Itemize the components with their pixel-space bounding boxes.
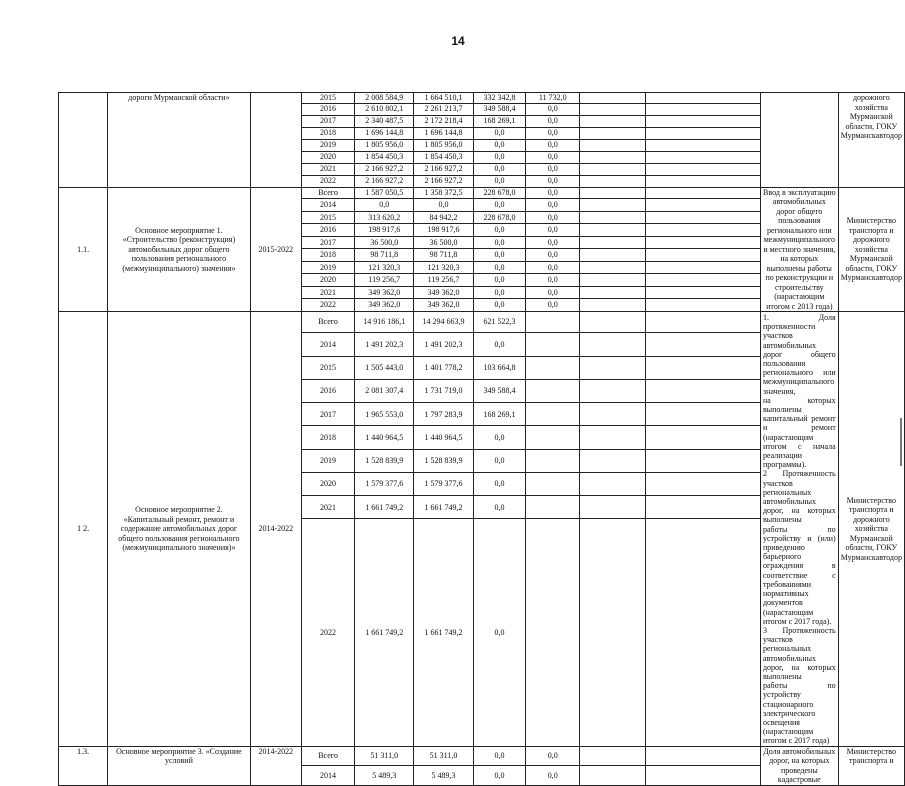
regional-budget-cell: 14 294 663,9 <box>414 312 473 333</box>
year-cell: 2016 <box>301 103 354 115</box>
blank-cell <box>645 261 760 274</box>
extra-budget-cell <box>580 187 645 199</box>
total-cell: 1 491 202,3 <box>355 333 414 356</box>
total-cell: 2 166 927,2 <box>355 175 414 187</box>
local-budget-cell: 0,0 <box>526 766 580 786</box>
local-budget-cell: 0,0 <box>526 127 580 139</box>
executor: дорожного хозяйства Мурманской области, ГОКУ Мурманскавтодор <box>838 93 904 188</box>
total-cell: 349 362,0 <box>355 286 414 299</box>
year-cell: 2017 <box>301 403 354 426</box>
indicator-line: на которых выполнены <box>762 395 836 415</box>
extra-budget-cell <box>580 175 645 187</box>
blank-cell <box>645 151 760 163</box>
blank-cell <box>645 163 760 175</box>
total-cell: 1 965 553,0 <box>355 403 414 426</box>
executor: Министерство транспорта и <box>838 746 904 785</box>
blank-cell <box>645 103 760 115</box>
row-number <box>59 93 108 188</box>
local-budget-cell <box>526 379 580 402</box>
blank-cell <box>645 519 760 746</box>
extra-budget-cell <box>580 286 645 299</box>
regional-budget-cell: 5 489,3 <box>414 766 473 786</box>
year-cell: 2021 <box>301 286 354 299</box>
page-number: 14 <box>451 34 465 48</box>
year-cell: 2019 <box>301 139 354 151</box>
blank-cell <box>645 426 760 449</box>
indicator-line: ограждения в соответствие с <box>762 561 836 580</box>
local-budget-cell: 0,0 <box>526 199 580 212</box>
extra-budget-cell <box>580 139 645 151</box>
blank-cell <box>645 333 760 356</box>
blank-cell <box>645 175 760 187</box>
federal-budget-cell: 0,0 <box>473 274 526 287</box>
year-cell: 2014 <box>301 766 354 786</box>
indicator: Ввод в эксплуатацию автомобильных дорог общего пользования регионального или межмуниципального и местного значения, на которых выполнены работы по реконструкции и строительству (нарастающим итогом с 2013 года) <box>760 187 838 312</box>
federal-budget-cell: 0,0 <box>473 449 526 472</box>
federal-budget-cell: 228 678,0 <box>473 211 526 224</box>
indicator-line: работы по устройству <box>762 681 836 700</box>
year-cell: Всего <box>301 746 354 766</box>
total-cell: 1 440 964,5 <box>355 426 414 449</box>
blank-cell <box>645 187 760 199</box>
period: 2014-2022 <box>250 312 301 747</box>
local-budget-cell: 11 732,0 <box>526 93 580 104</box>
indicator-line: итогом с 2017 года). <box>762 616 832 626</box>
regional-budget-cell: 2 166 927,2 <box>414 175 473 187</box>
local-budget-cell: 0,0 <box>526 236 580 249</box>
local-budget-cell <box>526 333 580 356</box>
total-cell: 1 587 050,5 <box>355 187 414 199</box>
extra-budget-cell <box>580 224 645 237</box>
year-cell: 2020 <box>301 472 354 495</box>
regional-budget-cell: 2 172 218,4 <box>414 115 473 127</box>
regional-budget-cell: 1 440 964,5 <box>414 426 473 449</box>
year-cell: 2022 <box>301 299 354 312</box>
year-cell: 2017 <box>301 115 354 127</box>
extra-budget-cell <box>580 199 645 212</box>
measure-name: Основное мероприятие 2. «Капитальный ремонт, ремонт и содержание автомобильных дорог общего пользования регионального (межмуниципального значения)» <box>108 312 250 747</box>
total-cell: 36 500,0 <box>355 236 414 249</box>
federal-budget-cell: 0,0 <box>473 519 526 746</box>
row-number: 1 2. <box>59 312 108 747</box>
measure-name: дороги Мурманской области» <box>108 93 250 188</box>
federal-budget-cell: 0,0 <box>473 333 526 356</box>
regional-budget-cell: 1 358 372,5 <box>414 187 473 199</box>
regional-budget-cell: 1 661 749,2 <box>414 519 473 746</box>
federal-budget-cell: 349 588,4 <box>473 379 526 402</box>
extra-budget-cell <box>580 211 645 224</box>
federal-budget-cell: 0,0 <box>473 249 526 262</box>
indicator-line: приведению барьерного <box>762 543 805 562</box>
local-budget-cell <box>526 472 580 495</box>
scrollbar-handle[interactable] <box>900 418 902 466</box>
regional-budget-cell: 1 805 956,0 <box>414 139 473 151</box>
indicator-line: 2 Протяженность участков <box>762 469 836 488</box>
regional-budget-cell: 349 362,0 <box>414 299 473 312</box>
blank-cell <box>645 299 760 312</box>
extra-budget-cell <box>580 312 645 333</box>
federal-budget-cell: 0,0 <box>473 472 526 495</box>
total-cell: 349 362,0 <box>355 299 414 312</box>
federal-budget-cell: 349 588,4 <box>473 103 526 115</box>
regional-budget-cell: 1 401 778,2 <box>414 356 473 379</box>
total-cell: 1 505 443,0 <box>355 356 414 379</box>
measure-name: Основное мероприятие 1. «Строительство (реконструкция) автомобильных дорог общего пользования регионального (межмуниципального) значения» <box>108 187 250 312</box>
extra-budget-cell <box>580 426 645 449</box>
regional-budget-cell: 2 166 927,2 <box>414 163 473 175</box>
extra-budget-cell <box>580 103 645 115</box>
indicator-line: дорог, на которых выполнены <box>762 506 836 525</box>
extra-budget-cell <box>580 163 645 175</box>
indicator-line: 1. Доля протяженности участков <box>762 313 836 341</box>
total-cell: 98 711,8 <box>355 249 414 262</box>
extra-budget-cell <box>580 274 645 287</box>
local-budget-cell <box>526 403 580 426</box>
blank-cell <box>645 449 760 472</box>
executor: Министерство транспорта и дорожного хозяйства Мурманской области, ГОКУ Мурманскавтодор <box>838 312 904 747</box>
local-budget-cell: 0,0 <box>526 249 580 262</box>
year-cell: 2015 <box>301 356 354 379</box>
total-cell: 2 610 802,1 <box>355 103 414 115</box>
indicator-line: работы по устройству и (или) <box>762 524 836 543</box>
row-number: 1.3. <box>59 746 108 785</box>
federal-budget-cell: 0,0 <box>473 224 526 237</box>
blank-cell <box>645 249 760 262</box>
measure-name: Основное мероприятие 3. «Создание условий <box>108 746 250 785</box>
year-cell: 2019 <box>301 261 354 274</box>
extra-budget-cell <box>580 496 645 519</box>
total-cell: 2 340 487,5 <box>355 115 414 127</box>
year-cell: 2018 <box>301 426 354 449</box>
federal-budget-cell: 103 664,8 <box>473 356 526 379</box>
regional-budget-cell: 36 500,0 <box>414 236 473 249</box>
total-cell: 119 256,7 <box>355 274 414 287</box>
regional-budget-cell: 1 579 377,6 <box>414 472 473 495</box>
total-cell: 51 311,0 <box>355 746 414 766</box>
federal-budget-cell: 0,0 <box>473 127 526 139</box>
regional-budget-cell: 84 942,2 <box>414 211 473 224</box>
local-budget-cell: 0,0 <box>526 274 580 287</box>
blank-cell <box>645 139 760 151</box>
total-cell: 14 916 186,1 <box>355 312 414 333</box>
local-budget-cell: 0,0 <box>526 163 580 175</box>
indicator-line: стационарного электрического <box>762 699 816 718</box>
program-table <box>58 92 905 786</box>
year-cell: Всего <box>301 187 354 199</box>
blank-cell <box>645 403 760 426</box>
federal-budget-cell: 228 678,0 <box>473 187 526 199</box>
blank-cell <box>645 274 760 287</box>
extra-budget-cell <box>580 299 645 312</box>
extra-budget-cell <box>580 449 645 472</box>
extra-budget-cell <box>580 519 645 746</box>
blank-cell <box>645 115 760 127</box>
table-row <box>59 746 905 766</box>
extra-budget-cell <box>580 403 645 426</box>
indicator-line: межмуниципального значения, <box>762 377 835 396</box>
year-cell: 2018 <box>301 127 354 139</box>
indicator-line: автомобильных дорог общего <box>762 340 836 359</box>
indicator-line: требованиями нормативных <box>762 579 811 599</box>
local-budget-cell <box>526 426 580 449</box>
total-cell: 1 579 377,6 <box>355 472 414 495</box>
indicator-line: 3 Протяженность участков <box>762 625 836 645</box>
regional-budget-cell: 1 661 749,2 <box>414 496 473 519</box>
local-budget-cell: 0,0 <box>526 224 580 237</box>
total-cell: 1 661 749,2 <box>355 496 414 519</box>
local-budget-cell: 0,0 <box>526 261 580 274</box>
year-cell: 2022 <box>301 519 354 746</box>
blank-cell <box>645 356 760 379</box>
total-cell: 121 320,3 <box>355 261 414 274</box>
extra-budget-cell <box>580 151 645 163</box>
total-cell: 1 528 839,9 <box>355 449 414 472</box>
indicator-line: документов (нарастающим <box>762 598 814 617</box>
federal-budget-cell: 0,0 <box>473 139 526 151</box>
regional-budget-cell: 2 261 213,7 <box>414 103 473 115</box>
extra-budget-cell <box>580 472 645 495</box>
extra-budget-cell <box>580 746 645 766</box>
regional-budget-cell: 1 664 510,1 <box>414 93 473 104</box>
blank-cell <box>645 93 760 104</box>
period <box>250 93 301 188</box>
federal-budget-cell: 621 522,3 <box>473 312 526 333</box>
total-cell: 198 917,6 <box>355 224 414 237</box>
total-cell: 1 696 144,8 <box>355 127 414 139</box>
total-cell: 313 620,2 <box>355 211 414 224</box>
total-cell: 5 489,3 <box>355 766 414 786</box>
regional-budget-cell: 1 797 283,9 <box>414 403 473 426</box>
blank-cell <box>645 286 760 299</box>
blank-cell <box>645 496 760 519</box>
year-cell: 2021 <box>301 163 354 175</box>
extra-budget-cell <box>580 333 645 356</box>
year-cell: 2020 <box>301 151 354 163</box>
blank-cell <box>645 224 760 237</box>
program-table-body <box>59 93 905 786</box>
indicator-line: реализации программы). <box>762 451 807 470</box>
federal-budget-cell: 0,0 <box>473 746 526 766</box>
table-row <box>59 187 905 199</box>
federal-budget-cell: 168 269,1 <box>473 403 526 426</box>
local-budget-cell: 0,0 <box>526 151 580 163</box>
local-budget-cell <box>526 356 580 379</box>
federal-budget-cell: 332 342,8 <box>473 93 526 104</box>
local-budget-cell <box>526 312 580 333</box>
extra-budget-cell <box>580 115 645 127</box>
total-cell: 2 166 927,2 <box>355 163 414 175</box>
federal-budget-cell: 0,0 <box>473 496 526 519</box>
indicator-line: итогом с 2017 года) <box>762 736 830 746</box>
blank-cell <box>645 199 760 212</box>
regional-budget-cell: 1 854 450,3 <box>414 151 473 163</box>
indicator <box>760 312 838 747</box>
federal-budget-cell: 0,0 <box>473 286 526 299</box>
local-budget-cell <box>526 496 580 519</box>
year-cell: 2021 <box>301 496 354 519</box>
period: 2014-2022 <box>250 746 301 785</box>
total-cell: 1 805 956,0 <box>355 139 414 151</box>
local-budget-cell <box>526 449 580 472</box>
executor: Министерство транспорта и дорожного хозяйства Мурманской области, ГОКУ Мурманскавтодор <box>838 187 904 312</box>
extra-budget-cell <box>580 766 645 786</box>
row-number: 1.1. <box>59 187 108 312</box>
regional-budget-cell: 198 917,6 <box>414 224 473 237</box>
regional-budget-cell: 51 311,0 <box>414 746 473 766</box>
extra-budget-cell <box>580 261 645 274</box>
indicator-line: региональных автомобильных <box>762 644 817 663</box>
federal-budget-cell: 0,0 <box>473 163 526 175</box>
year-cell: 2014 <box>301 199 354 212</box>
year-cell: Всего <box>301 312 354 333</box>
indicator-line: пользования регионального или <box>762 359 836 378</box>
regional-budget-cell: 121 320,3 <box>414 261 473 274</box>
blank-cell <box>645 746 760 766</box>
local-budget-cell <box>526 519 580 746</box>
total-cell: 0,0 <box>355 199 414 212</box>
local-budget-cell: 0,0 <box>526 746 580 766</box>
indicator: Доля автомобильных дорог, на которых проведены кадастровые <box>760 746 838 785</box>
period: 2015-2022 <box>250 187 301 312</box>
blank-cell <box>645 236 760 249</box>
regional-budget-cell: 1 491 202,3 <box>414 333 473 356</box>
local-budget-cell: 0,0 <box>526 115 580 127</box>
federal-budget-cell: 0,0 <box>473 261 526 274</box>
year-cell: 2019 <box>301 449 354 472</box>
table-row <box>59 93 905 104</box>
regional-budget-cell: 1 731 719,0 <box>414 379 473 402</box>
extra-budget-cell <box>580 379 645 402</box>
total-cell: 2 081 307,4 <box>355 379 414 402</box>
local-budget-cell: 0,0 <box>526 211 580 224</box>
federal-budget-cell: 0,0 <box>473 236 526 249</box>
local-budget-cell: 0,0 <box>526 139 580 151</box>
year-cell: 2017 <box>301 236 354 249</box>
regional-budget-cell: 119 256,7 <box>414 274 473 287</box>
blank-cell <box>645 472 760 495</box>
indicator-line: дорог, на которых выполнены <box>762 662 836 681</box>
indicator <box>760 93 838 188</box>
regional-budget-cell: 1 696 144,8 <box>414 127 473 139</box>
extra-budget-cell <box>580 236 645 249</box>
blank-cell <box>645 766 760 786</box>
year-cell: 2015 <box>301 93 354 104</box>
extra-budget-cell <box>580 127 645 139</box>
local-budget-cell: 0,0 <box>526 299 580 312</box>
extra-budget-cell <box>580 356 645 379</box>
federal-budget-cell: 0,0 <box>473 199 526 212</box>
indicator-line: (нарастающим итогом с начала <box>762 432 836 451</box>
table-row <box>59 312 905 333</box>
federal-budget-cell: 0,0 <box>473 175 526 187</box>
federal-budget-cell: 168 269,1 <box>473 115 526 127</box>
indicator-line: капитальный ремонт и ремонт <box>762 414 836 433</box>
indicator-line: региональных автомобильных <box>762 487 817 507</box>
blank-cell <box>645 211 760 224</box>
federal-budget-cell: 0,0 <box>473 766 526 786</box>
year-cell: 2022 <box>301 175 354 187</box>
year-cell: 2014 <box>301 333 354 356</box>
total-cell: 1 854 450,3 <box>355 151 414 163</box>
local-budget-cell: 0,0 <box>526 286 580 299</box>
federal-budget-cell: 0,0 <box>473 151 526 163</box>
federal-budget-cell: 0,0 <box>473 299 526 312</box>
local-budget-cell: 0,0 <box>526 187 580 199</box>
year-cell: 2016 <box>301 379 354 402</box>
federal-budget-cell: 0,0 <box>473 426 526 449</box>
blank-cell <box>645 379 760 402</box>
year-cell: 2020 <box>301 274 354 287</box>
extra-budget-cell <box>580 249 645 262</box>
year-cell: 2018 <box>301 249 354 262</box>
regional-budget-cell: 349 362,0 <box>414 286 473 299</box>
year-cell: 2015 <box>301 211 354 224</box>
regional-budget-cell: 1 528 839,9 <box>414 449 473 472</box>
year-cell: 2016 <box>301 224 354 237</box>
regional-budget-cell: 0,0 <box>414 199 473 212</box>
regional-budget-cell: 98 711,8 <box>414 249 473 262</box>
local-budget-cell: 0,0 <box>526 175 580 187</box>
extra-budget-cell <box>580 93 645 104</box>
blank-cell <box>645 312 760 333</box>
blank-cell <box>645 127 760 139</box>
indicator-line: освещения (нарастающим <box>762 717 814 737</box>
total-cell: 1 661 749,2 <box>355 519 414 746</box>
local-budget-cell: 0,0 <box>526 103 580 115</box>
total-cell: 2 008 584,9 <box>355 93 414 104</box>
